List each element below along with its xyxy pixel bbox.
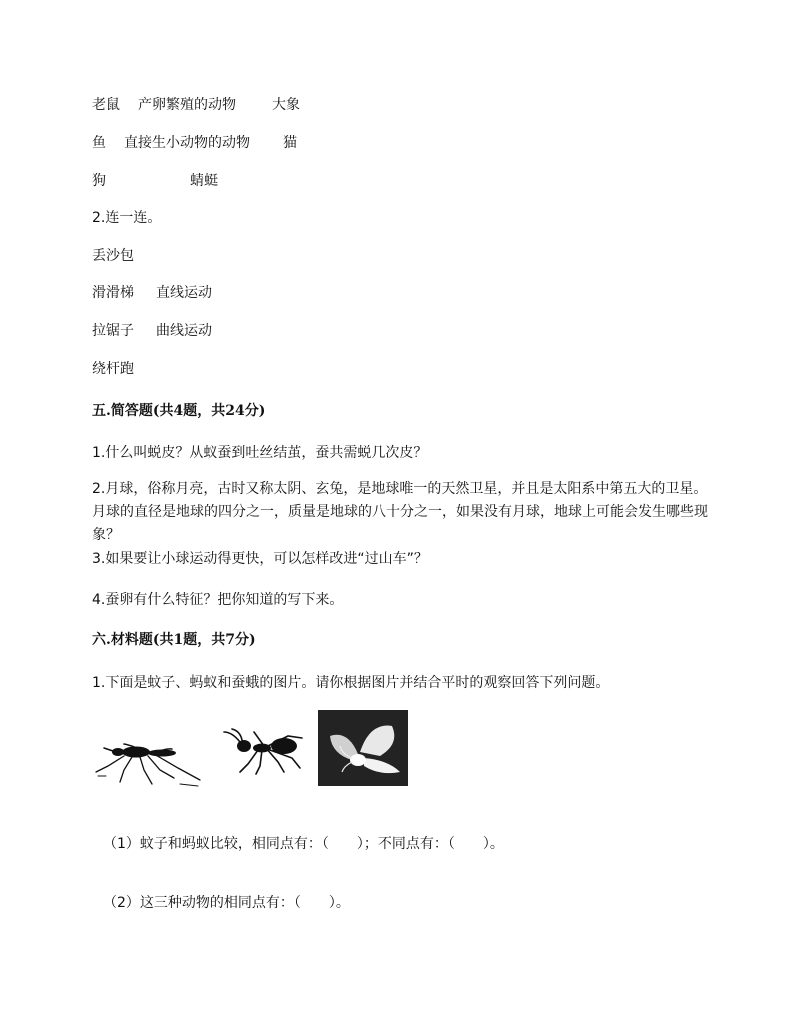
match2-row-1 xyxy=(92,245,134,265)
match2-left-item: 绕杆跑 xyxy=(92,361,134,377)
section6-subquestion-1: （1）蚊子和蚂蚁比较，相同点有：（ ）；不同点有：（ ）。 xyxy=(103,836,504,852)
section5-question-3: 3.如果要让小球运动得更快，可以怎样改进“过山车”？ xyxy=(92,551,428,567)
mosquito-image xyxy=(94,732,206,788)
section6-heading: 六.材料题(共1题，共7分) xyxy=(92,632,256,648)
match1-row-1 xyxy=(92,94,300,114)
silkworm-moth-image xyxy=(318,710,408,786)
match1-right-item: 猫 xyxy=(283,135,297,151)
match1-middle-item: 产卵繁殖的动物 xyxy=(138,97,236,113)
match2-right-item: 曲线运动 xyxy=(156,323,212,339)
ant-image xyxy=(218,728,308,776)
match1-right-item: 大象 xyxy=(272,97,300,113)
section5-question-2: 2.月球，俗称月亮，古时又称太阴、玄兔，是地球唯一的天然卫星，并且是太阳系中第五大的卫星。月球的直径是地球的四分之一，质量是地球的八十分之一，如果没有月球，地球上可能会发生哪些现象？ xyxy=(92,481,708,543)
section5-heading: 五.简答题(共4题，共24分) xyxy=(92,403,266,419)
section6-question-1: 1.下面是蚊子、蚂蚁和蚕蛾的图片。请你根据图片并结合平时的观察回答下列问题。 xyxy=(92,675,610,691)
match2-row-4 xyxy=(92,358,134,378)
match2-title: 2.连一连。 xyxy=(92,210,162,226)
section5-question-4: 4.蚕卵有什么特征？把你知道的写下来。 xyxy=(92,592,344,608)
match1-left-item: 老鼠 xyxy=(92,97,120,113)
match2-left-item: 拉锯子 xyxy=(92,323,134,339)
match1-row-2 xyxy=(92,132,297,152)
section5-question-1: 1.什么叫蜕皮？从蚁蚕到吐丝结茧，蚕共需蜕几次皮？ xyxy=(92,445,428,461)
match1-left-item: 狗 xyxy=(92,173,106,189)
section6-subquestion-2: （2）这三种动物的相同点有：（ ）。 xyxy=(103,895,350,911)
match1-row-3 xyxy=(92,170,218,190)
match2-left-item: 滑滑梯 xyxy=(92,285,134,301)
match1-middle-item: 直接生小动物的动物 xyxy=(124,135,250,151)
match1-left-item: 鱼 xyxy=(92,135,106,151)
match2-row-3 xyxy=(92,320,212,340)
match2-right-item: 直线运动 xyxy=(156,285,212,301)
match2-row-2 xyxy=(92,282,212,302)
match2-left-item: 丢沙包 xyxy=(92,248,134,264)
match1-right-item: 蜻蜓 xyxy=(190,173,218,189)
